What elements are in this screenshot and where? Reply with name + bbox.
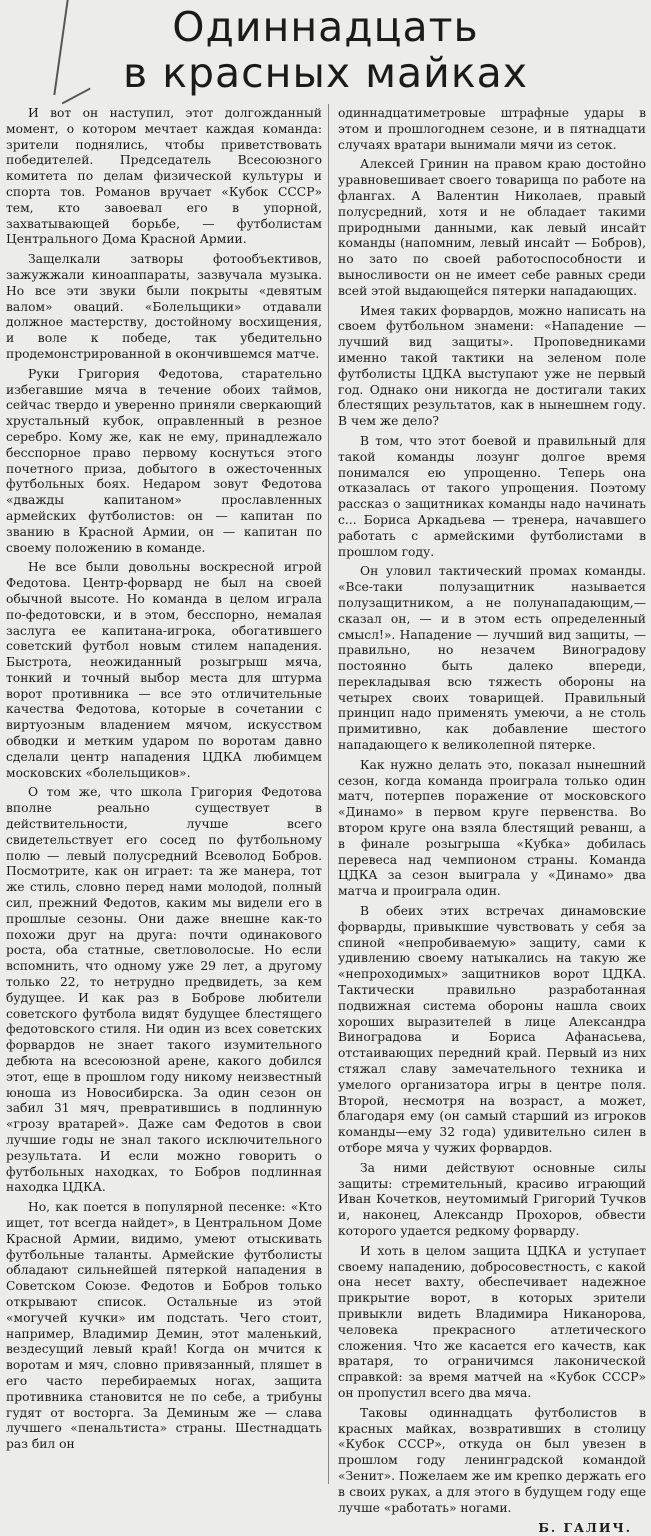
paragraph: Но, как поется в популярной песенке: «Кто ищет, тот всегда найдет», в Центральном Доме Красной Армии, видимо, умеют отыскивать футбольные таланты. Армейские футболисты обладают сильнейшей пятеркой нападения в Советском Союзе. Федотов и Бобров только открывают список. Остальные из этой «могучей кучки» им подстать. Чего стоит, например, Владимир Демин, этот маленький, вездесущий левый край! Когда он мчится к воротам и мяч, словно привязанный, пляшет в его часто перебираемых ногах, защита противника становится не по себе, а трибуны гудят от восторга. За Деминым же — слава лучшего «пенальтиста» страны. Шестнадцать раз бил он: [6, 1200, 322, 1452]
paragraph: Как нужно делать это, показал нынешний сезон, когда команда проиграла только один матч, потерпев поражение от московского «Динамо» в первом круге первенства. Во втором круге она взяла блестящий реванш, а в финале розыгрыша «Кубка» добилась перевеса над чемпионом страны. Команда ЦДКА за сезон выиграла у «Динамо» два матча и проиграла один.: [338, 757, 646, 899]
author-signature: Б. ГАЛИЧ.: [538, 1520, 632, 1536]
paragraph: За ними действуют основные силы защиты: стремительный, красиво играющий Иван Кочетков, неутомимый Григорий Тучков и, наконец, Александр Прохоров, обвести которого удается редкому форварду.: [338, 1160, 646, 1238]
paragraph: Руки Григория Федотова, старательно избегавшие мяча в течение обоих таймов, сейчас твердо и уверенно приняли сверкающий хрустальный кубок, оправленный в резное серебро. Кому же, как не ему, принадлежало бесспорное право первому коснуться этого почетного приза, добытого в ожесточенных футбольных боях. Недаром зовут Федотова «дважды капитаном» прославленных армейских футболистов: он — капитан по званию в Красной Армии, он — капитан по своему положению в команде.: [6, 366, 322, 555]
title-line-2: в красных майках: [123, 49, 528, 97]
paragraph: Имея таких форвардов, можно написать на своем футбольном знамени: «Нападение — лучший вид защиты». Проповедниками именно такой тактики на зеленом поле футболисты ЦДКА выступают уже не первый год. Однако они никогда не достигали таких блестящих результатов, как в нынешнем году. В чем же дело?: [338, 303, 646, 429]
title-line-1: Одиннадцать: [172, 3, 479, 51]
paragraph: Он уловил тактический промах команды. «Все-таки полузащитник называется полузащитником, а не полунападающим,— сказал он, — и в этом есть определенный смысл!». Нападение — лучший вид защиты, — правильно, но незачем Виноградову постоянно быть далеко впереди, перекладывая всю тяжесть обороны на четырех своих товарищей. Правильный принцип надо применять умеючи, а не столь примитивно, как добавление шестого нападающего к великолепной пятерке.: [338, 564, 646, 753]
paragraph: Алексей Гринин на правом краю достойно уравновешивает своего товарища по работе на флангах. А Валентин Николаев, правый полусредний, хотя и не обладает такими природными данными, как левый инсайт команды (напомним, левый инсайт — Бобров), но зато по своей работоспособности и выносливости он не имеет себе равных среди всей этой выдающейся пятерки нападающих.: [338, 157, 646, 298]
paragraph: Таковы одиннадцать футболистов в красных майках, возвративших в столицу «Кубок СССР», откуда он был увезен в прошлом году ленинградской командой «Зенит». Пожелаем же им крепко держать его в своих руках, а для этого в будущем году еще лучше «работать» ногами.: [338, 1405, 646, 1515]
paragraph: И вот он наступил, этот долгожданный момент, о котором мечтает каждая команда: зрители поднялись, чтобы приветствовать победителей. Председатель Всесоюзного комитета по делам физической культуры и спорта тов. Романов вручает «Кубок СССР» тем, кто завоевал его в упорной, захватывающей борьбе, — футболистам Центрального Дома Красной Армии.: [6, 106, 322, 247]
paragraph: Защелкали затворы фотообъективов, зажужжали киноаппараты, зазвучала музыка. Но все эти звуки были покрыты «девятым валом» оваций. «Болельщики» отдавали должное мастерству, достойному восхищения, и воле к победе, так убедительно продемонстрированной в окончившемся матче.: [6, 252, 322, 361]
paragraph: Не все были довольны воскресной игрой Федотова. Центр-форвард не был на своей обычной высоте. Но команда в целом играла по-федотовски, и в этом, бесспорно, немалая заслуга ее капитана-игрока, обогатившего советский футбол новым стилем нападения. Быстрота, неожиданный розыгрыш мяча, тонкий и точный выбор места для штурма ворот противника — все это отличительные качества Федотова, которые в сочетании с виртуозным владением мячом, искусством обводки и метким ударом по воротам давно сделали центр нападения ЦДКА любимцем московских «болельщиков».: [6, 560, 322, 780]
right-column: [338, 106, 646, 1536]
paragraph: О том же, что школа Григория Федотова вполне реально существует в действительности, лучше всего свидетельствует его сосед по футбольному полю — левый полусредний Всеволод Бобров. Посмотрите, как он играет: та же манера, тот же стиль, словно перед нами молодой, полный сил, прежний Федотов, каким мы видели его в прошлые сезоны. Они даже внешне как-то похожи друг на друга: почти одинакового роста, оба статные, светловолосые. Но если вспомнить, что одному уже 29 лет, а другому только 22, то нетрудно предвидеть, за кем будущее. И как раз в Боброве любители советского футбола видят будущее блестящего федотовского стиля. Ни один из всех советских форвардов не знает такого изумительного дебюта на всесоюзной арене, какого добился этот, еще в прошлом году никому неизвестный юноша из Новосибирска. За один сезон он забил 31 мяч, превратившись в подлинную «грозу вратарей». Даже сам Федотов в свои лучшие годы не знал такого исключительного результата. И если можно говорить о футбольных находках, то Бобров подлинная находка ЦДКА.: [6, 785, 322, 1195]
paragraph: В обеих этих встречах динамовские форварды, привыкшие чувствовать у себя за спиной «непробиваемую» защиту, сами к удивлению своему натыкались на такую же «непроходимых» защитников ворот ЦДКА. Тактически правильно разработанная подвижная система обороны нашла своих хороших выразителей в лице Александра Виноградова и Бориса Афанасьева, отстаивающих передний край. Первый из них стяжал славу замечательного техника и умелого организатора игры в центре поля. Второй, несмотря на возраст, а может, благодаря ему (он самый старший из игроков команды—ему 32 года) удивительно силен в отборе мяча у чужих форвардов.: [338, 904, 646, 1155]
left-column: [6, 106, 322, 1486]
column-divider: [328, 104, 329, 1484]
paragraph: В том, что этот боевой и правильный для такой команды лозунг долгое время понимался ею упрощенно. Теперь она отказалась от такого упрощения. Поэтому рассказ о защитниках команды надо начинать с... Бориса Аркадьева — тренера, начавшего работать с армейскими футболистами в прошлом году.: [338, 433, 646, 559]
article-title: [0, 0, 651, 100]
paragraph: И хоть в целом защита ЦДКА и уступает своему нападению, добросовестность, с какой она несет вахту, обеспечивает надежное прикрытие ворот, в которых зрители привыкли видеть Владимира Никанорова, человека прекрасного атлетического сложения. Что же касается его качеств, как вратаря, то ограничимся лаконической справкой: за время матчей на «Кубок СССР» он пропустил всего два мяча.: [338, 1243, 646, 1400]
paragraph: одиннадцатиметровые штрафные удары в этом и прошлогоднем сезоне, и в пятнадцати случаях вратари вынимали мячи из сеток.: [338, 106, 646, 152]
